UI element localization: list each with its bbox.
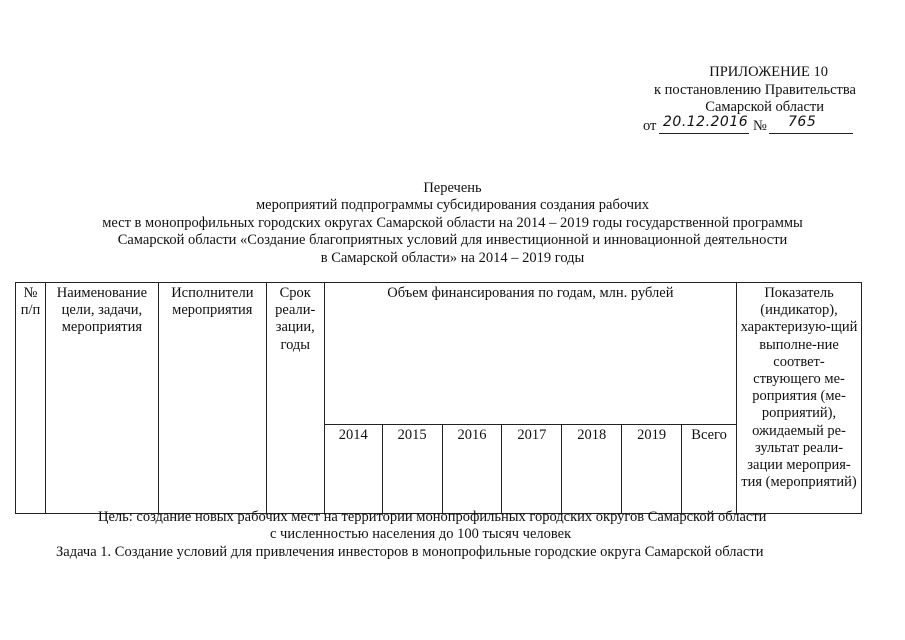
year-cell: 2018 (562, 424, 622, 513)
total-cell: Всего (682, 424, 737, 513)
goal-line-2: с численностью населения до 100 тысяч человек (270, 526, 572, 542)
task-1: Задача 1. Создание условий для привлечения инвесторов в монопрофильные городские округа Самарской области (56, 544, 764, 560)
title-line-4: Самарской области «Создание благоприятных условий для инвестиционной и инновационной деятельности (117, 232, 788, 249)
year-cell: 2014 (324, 424, 382, 513)
number-underline (769, 133, 853, 134)
year-cell: 2015 (382, 424, 442, 513)
appendix-title: ПРИЛОЖЕНИЕ 10 (709, 64, 828, 80)
appendix-line-2: к постановлению Правительства (654, 81, 856, 98)
header-num: № п/п (16, 283, 46, 514)
date-prefix: от (643, 118, 657, 134)
number-prefix: № (753, 118, 767, 134)
number-handwritten: 765 (788, 114, 817, 130)
year-cell: 2019 (622, 424, 682, 513)
year-cell: 2016 (442, 424, 502, 513)
document-title (30, 180, 875, 267)
year-cell: 2017 (502, 424, 562, 513)
date-handwritten: 20.12.2016 (663, 114, 749, 130)
header-finance: Объем финансирования по годам, млн. рублей (324, 283, 736, 425)
header-term: Срок реали-зации, годы (266, 283, 324, 514)
title-line-1: Перечень (423, 180, 482, 196)
title-line-5: в Самарской области» на 2014 – 2019 годы (320, 249, 585, 266)
header-name: Наименование цели, задачи, мероприятия (45, 283, 158, 514)
title-line-2: мероприятий подпрограммы субсидирования создания рабочих (255, 197, 650, 214)
title-line-3: мест в монопрофильных городских округах Самарской области на 2014 – 2019 годы государственной программы (102, 214, 803, 231)
appendix-header (620, 64, 870, 117)
appendix-line-3: Самарской области (705, 99, 824, 115)
date-underline (659, 133, 749, 134)
measures-table (15, 282, 862, 514)
header-executors: Исполнители мероприятия (158, 283, 266, 514)
goal-line-1: Цель: создание новых рабочих мест на территории монопрофильных городских округов Самарской области (98, 509, 767, 525)
header-indicator: Показатель (индикатор), характеризую-щий выполне-ние соответ-ствующего ме-роприятия (ме-роприятий), ожидаемый ре-зультат реали-зации мероприя-тия (мероприятий) (737, 283, 862, 514)
